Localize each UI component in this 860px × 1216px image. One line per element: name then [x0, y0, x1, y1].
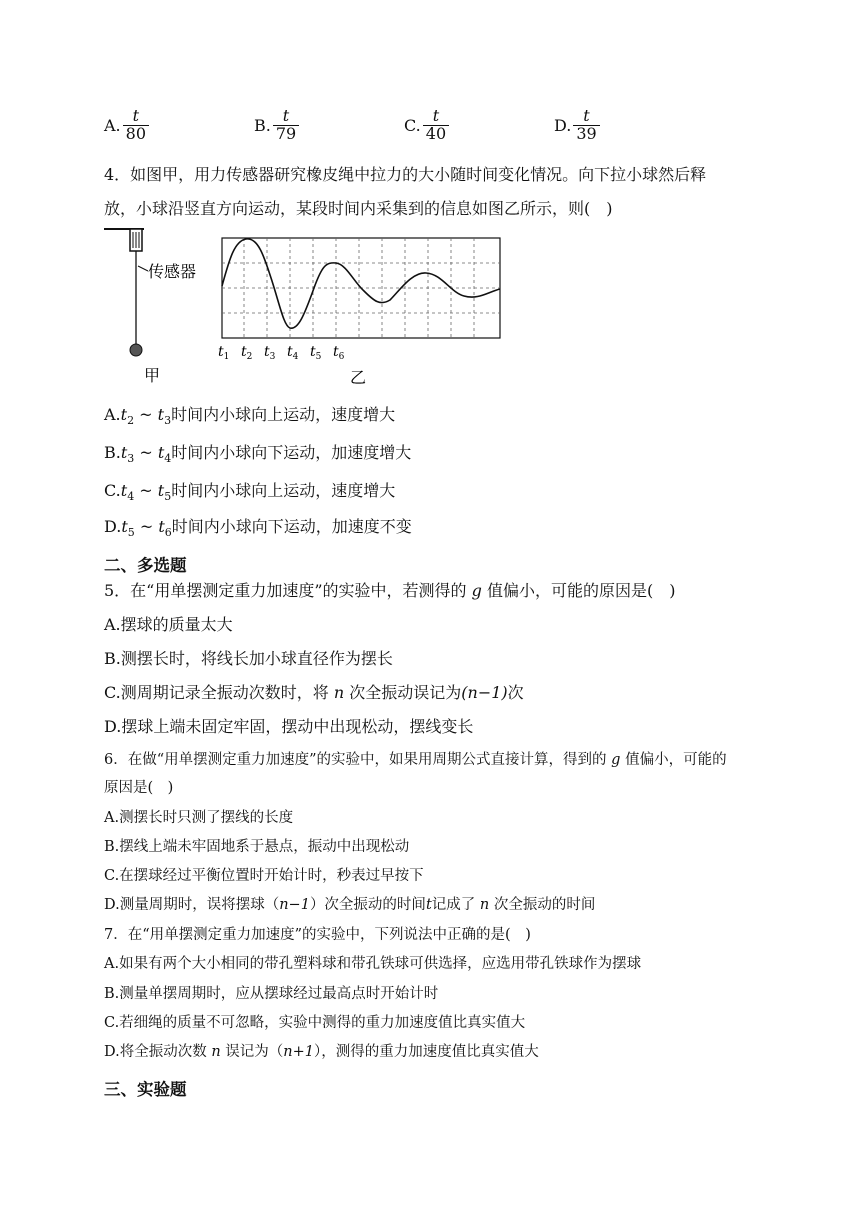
q6-option-b: B.摆线上端未牢固地系于悬点，振动中出现松动 — [104, 839, 410, 855]
time-label-t3: $t_3$ — [264, 344, 276, 362]
figure-caption-jia: 甲 — [144, 366, 161, 384]
section-heading-multi-choice: 二、多选题 — [104, 556, 187, 575]
q4-figure — [104, 226, 504, 384]
force-curve — [222, 239, 500, 328]
q7-option-c: C.若细绳的质量不可忽略，实验中测得的重力加速度值比真实值大 — [104, 1015, 526, 1031]
sensor-apparatus — [104, 229, 196, 384]
q4-option-a: $A.t_2$ ~ $t_3$时间内小球向上运动，速度增大 — [104, 405, 396, 428]
section-heading-experiment: 三、实验题 — [104, 1080, 187, 1099]
q3-option-b: B. $\frac{t}{79}$ — [254, 108, 299, 143]
q5-option-d: D.摆球上端未固定牢固，摆动中出现松动，摆线变长 — [104, 717, 474, 736]
q6-option-a: A.测摆长时只测了摆线的长度 — [104, 810, 294, 826]
time-label-t6: $t_6$ — [333, 344, 345, 362]
q6-option-d: D.测量周期时，误将摆球（n−1）次全振动的时间t记成了 n 次全振动的时间 — [104, 897, 596, 913]
q7-option-b: B.测量单摆周期时，应从摆球经过最高点时开始计时 — [104, 986, 439, 1002]
ball-icon — [130, 344, 142, 356]
q5-option-c: C.测周期记录全振动次数时，将 n 次全振动误记为(n−1)次 — [104, 683, 524, 702]
q4-stem-line2: 放，小球沿竖直方向运动，某段时间内采集到的信息如图乙所示，则( ) — [104, 199, 613, 218]
q4-option-d: $D.t_5$ ~ $t_6$时间内小球向下运动，加速度不变 — [104, 517, 412, 540]
q7-option-d: D.将全振动次数 n 误记为（n+1），测得的重力加速度值比真实值大 — [104, 1044, 539, 1060]
q7-stem: 7．在“用单摆测定重力加速度”的实验中，下列说法中正确的是( ) — [104, 927, 531, 943]
time-label-t1: $t_1$ — [218, 344, 230, 362]
force-time-graph — [218, 238, 500, 384]
sensor-label: 传感器 — [148, 262, 197, 281]
q5-option-b: B.测摆长时，将线长加小球直径作为摆长 — [104, 649, 393, 668]
q4-option-b: $B.t_3$ ~ $t_4$时间内小球向下运动，加速度增大 — [104, 443, 412, 466]
time-label-t4: $t_4$ — [287, 344, 299, 362]
figure-caption-yi: 乙 — [350, 368, 367, 384]
q5-stem: 5．在“用单摆测定重力加速度”的实验中，若测得的 g 值偏小，可能的原因是( ) — [104, 581, 676, 600]
q3-option-a: A. $\frac{t}{80}$ — [104, 108, 149, 143]
q6-option-c: C.在摆球经过平衡位置时开始计时，秒表过早按下 — [104, 868, 424, 884]
time-label-t5: $t_5$ — [310, 344, 322, 362]
q6-stem-line1: 6．在做“用单摆测定重力加速度”的实验中，如果用周期公式直接计算，得到的 g 值偏小，可能的 — [104, 752, 727, 768]
q6-stem-line2: 原因是( ) — [104, 780, 174, 796]
q5-option-a: A.摆球的质量太大 — [104, 615, 233, 634]
q3-option-c: C. $\frac{t}{40}$ — [404, 108, 449, 143]
time-label-t2: $t_2$ — [241, 344, 253, 362]
q4-option-c: $C.t_4$ ~ $t_5$时间内小球向上运动，速度增大 — [104, 481, 396, 504]
q3-option-d: D. $\frac{t}{39}$ — [554, 108, 600, 143]
q7-option-a: A.如果有两个大小相同的带孔塑料球和带孔铁球可供选择，应选用带孔铁球作为摆球 — [104, 956, 642, 972]
q4-stem-line1: 4．如图甲，用力传感器研究橡皮绳中拉力的大小随时间变化情况。向下拉小球然后释 — [104, 165, 707, 184]
